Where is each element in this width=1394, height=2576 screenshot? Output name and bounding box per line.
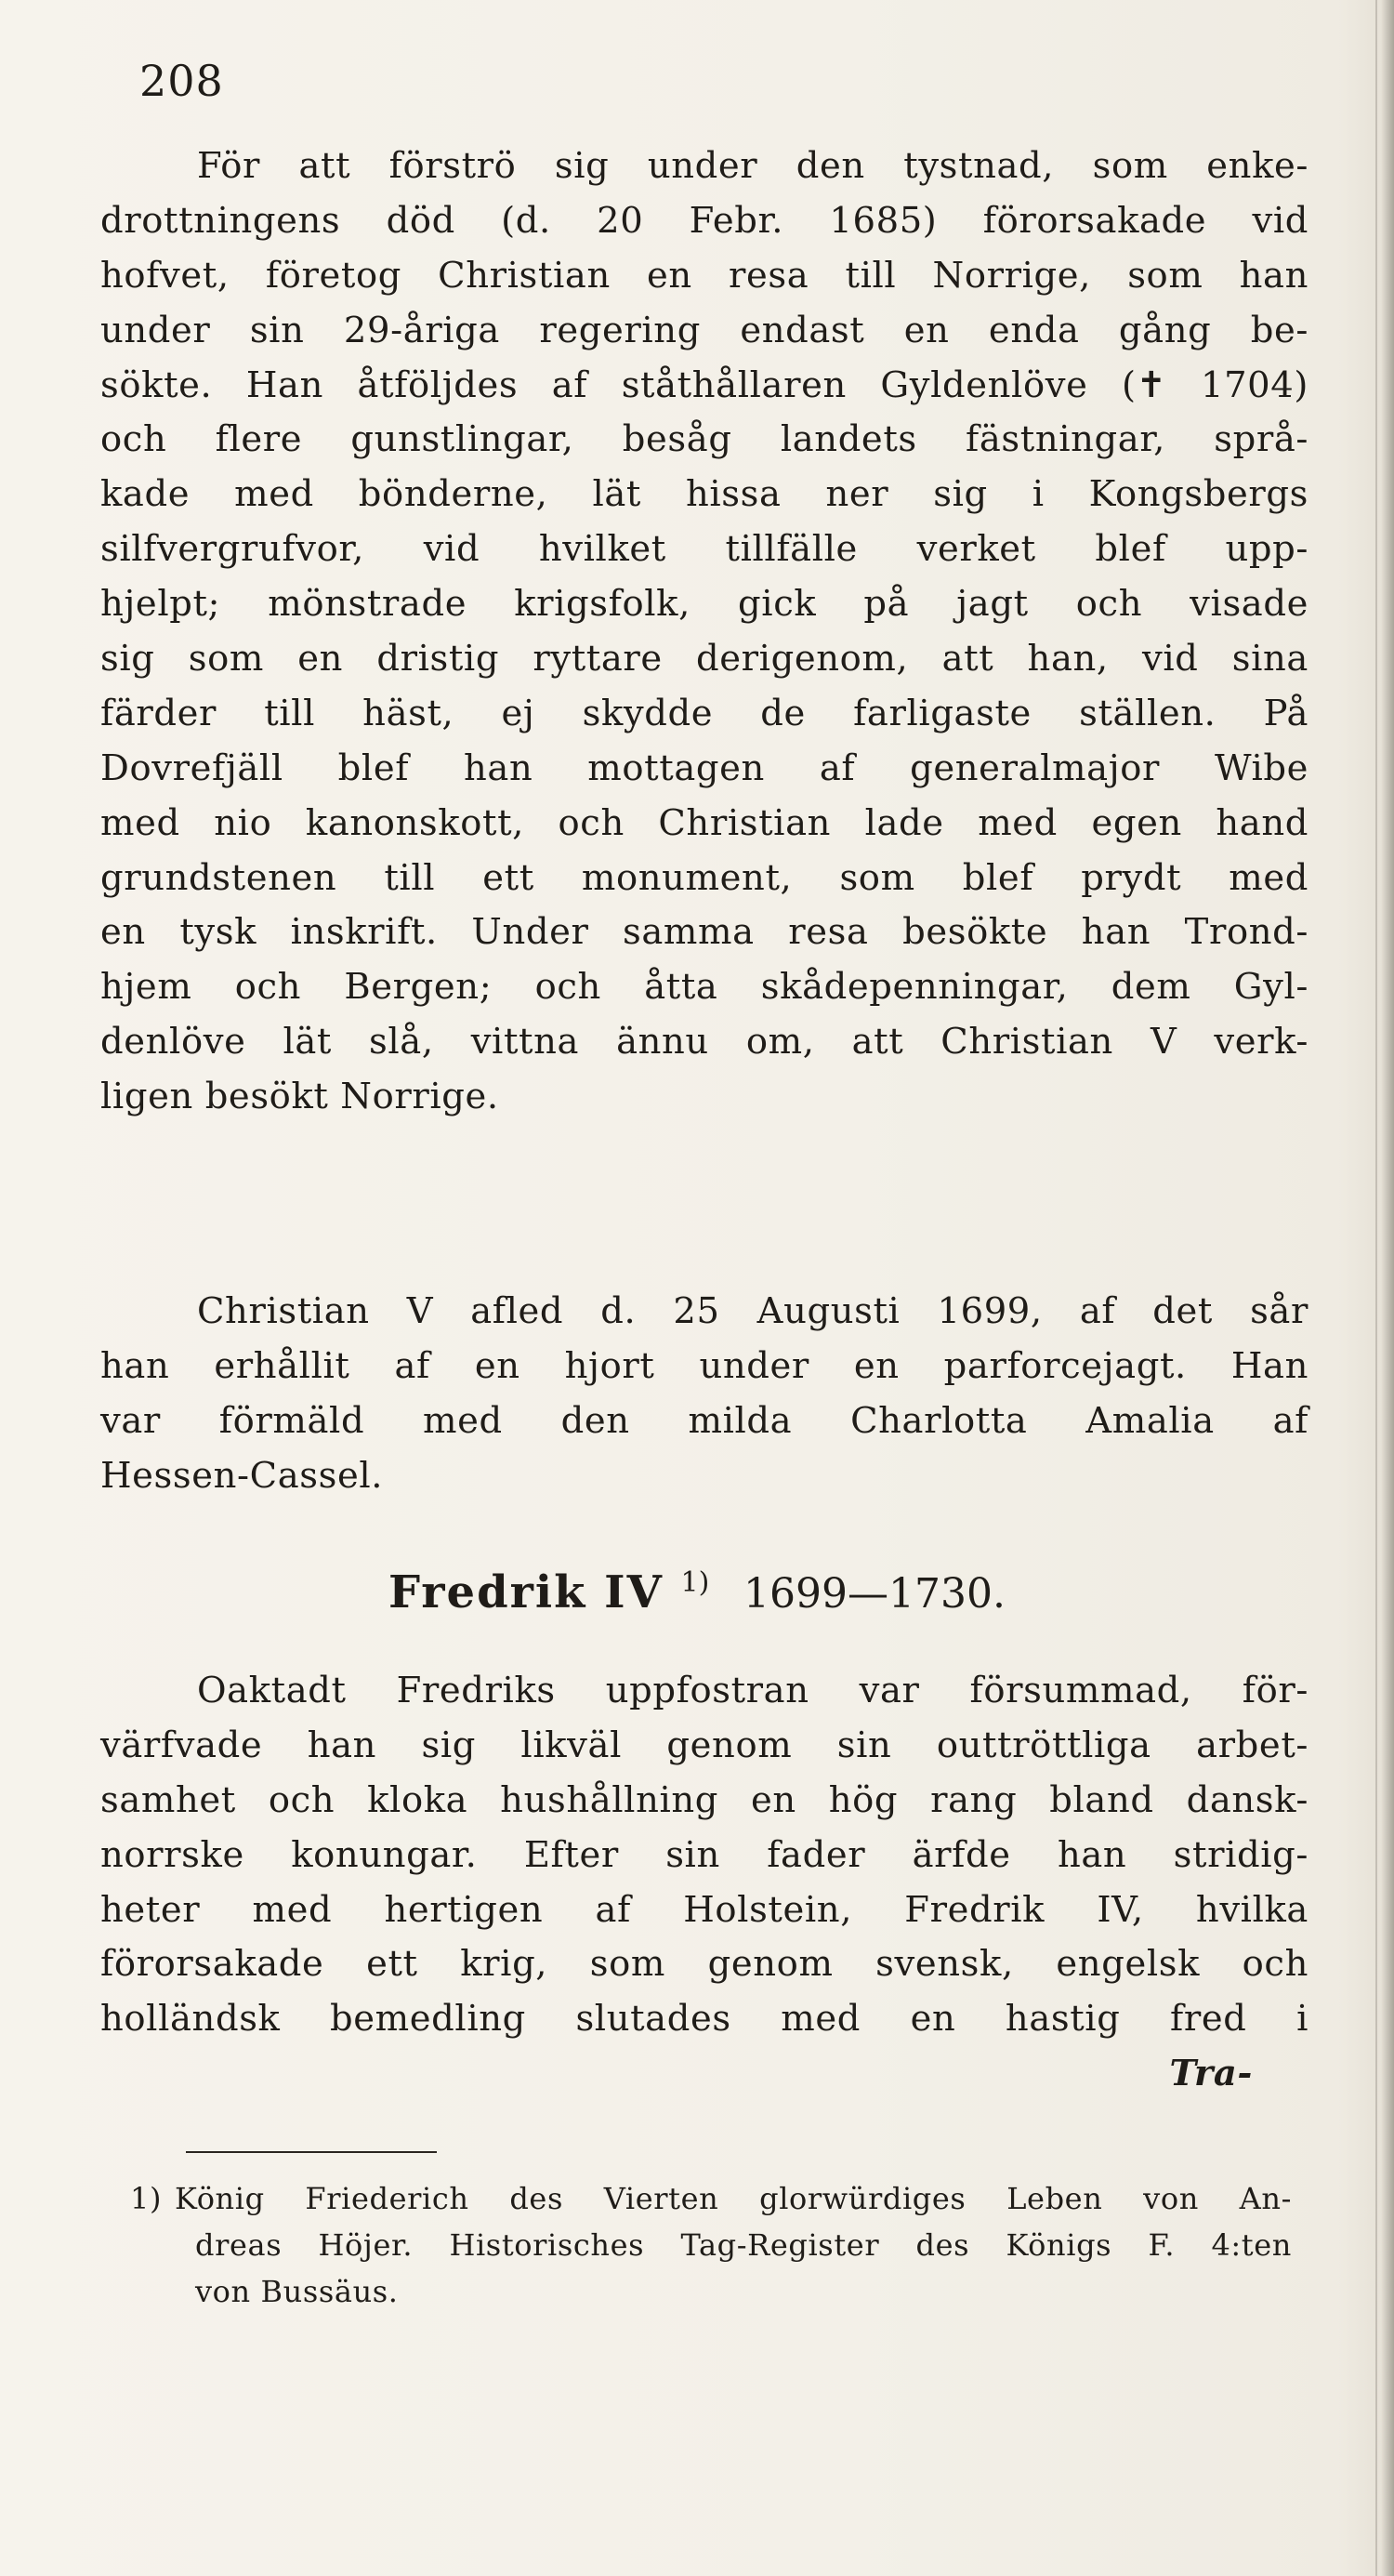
footnote-line: dreas Höjer. Historisches Tag-Register des Königs F. 4:ten [195, 2227, 1292, 2263]
text-line: ligen besökt Norrige. [100, 1076, 499, 1118]
footnote-line: von Bussäus. [195, 2274, 399, 2309]
text-line: silfvergrufvor, vid hvilket tillfälle verket blef upp- [100, 528, 1309, 571]
text-line: under sin 29-åriga regering endast en enda gång be- [100, 309, 1309, 351]
text-line: hofvet, företog Christian en resa till Norrige, som han [100, 254, 1309, 297]
page-number: 208 [139, 56, 224, 106]
text-line: och flere gunstlingar, besåg landets fästningar, språ- [100, 418, 1309, 461]
text-line: denlöve lät slå, vittna ännu om, att Christian V verk- [100, 1021, 1309, 1063]
text-line: Christian V afled d. 25 Augusti 1699, af det sår [197, 1290, 1309, 1332]
text-line: För att förströ sig under den tystnad, som enke- [197, 145, 1309, 187]
text-line: färder till häst, ej skydde de farligaste ställen. På [100, 692, 1309, 734]
heading-years: 1699—1730. [743, 1570, 1006, 1618]
text-line: samhet och kloka hushållning en hög rang bland dansk- [100, 1778, 1309, 1821]
catchword: Tra- [1169, 2053, 1253, 2095]
text-line: hjelpt; mönstrade krigsfolk, gick på jagt och visade [100, 583, 1309, 626]
heading-title: Fredrik IV [388, 1566, 664, 1618]
text-line: Hessen-Cassel. [100, 1454, 384, 1497]
text-line: sökte. Han åtföljdes af ståthållaren Gyldenlöve (✝ 1704) [100, 363, 1309, 406]
text-line: en tysk inskrift. Under samma resa besökte han Trond- [100, 911, 1309, 954]
text-line: förorsakade ett krig, som genom svensk, engelsk och [100, 1943, 1309, 1986]
paragraph-3 [100, 1664, 1309, 2102]
paragraph-2 [100, 1285, 1309, 1504]
text-line: hjem och Bergen; och åtta skådepenningar, dem Gyl- [100, 966, 1309, 1009]
text-line: värfvade han sig likväl genom sin outtröttliga arbet- [100, 1724, 1309, 1766]
text-line: han erhållit af en hjort under en parforcejagt. Han [100, 1344, 1309, 1387]
footnote-line [130, 2175, 1292, 2222]
page-edge-shadow [1381, 0, 1394, 2576]
text-line: var förmäld med den milda Charlotta Amalia af [100, 1399, 1309, 1442]
text-line: Oaktadt Fredriks uppfostran var försummad, för- [197, 1670, 1309, 1711]
text-line: Dovrefjäll blef han mottagen af generalmajor Wibe [100, 746, 1309, 789]
text-line: drottningens död (d. 20 Febr. 1685) förorsakade vid [100, 199, 1309, 242]
footnote [130, 2175, 1292, 2315]
heading-footnote-ref: 1) [680, 1566, 710, 1599]
paragraph-1 [100, 139, 1309, 1125]
text-line: grundstenen till ett monument, som blef prydt med [100, 856, 1309, 899]
page-edge-line [1375, 0, 1377, 2576]
footnote-text: König Friederich des Vierten glorwürdiges Leben von An- [175, 2181, 1292, 2216]
text-line: heter med hertigen af Holstein, Fredrik IV, hvilka [100, 1888, 1309, 1931]
section-heading [0, 1566, 1394, 1618]
text-line: holländsk bemedling slutades med en hastig fred i [100, 1998, 1309, 2041]
text-line: sig som en dristig ryttare derigenom, att han, vid sina [100, 638, 1309, 680]
text-line: kade med bönderne, lät hissa ner sig i Kongsbergs [100, 473, 1309, 516]
text-line: med nio kanonskott, och Christian lade med egen hand [100, 801, 1309, 844]
footnote-number: 1) [130, 2181, 163, 2216]
text-line: norrske konungar. Efter sin fader ärfde han stridig- [100, 1833, 1309, 1876]
footnote-rule [186, 2151, 437, 2153]
